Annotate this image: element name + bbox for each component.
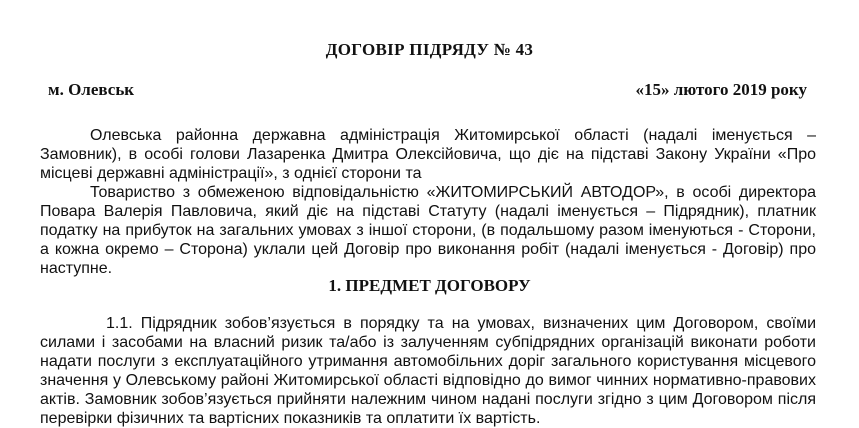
date-label: «15» лютого 2019 року xyxy=(635,80,807,99)
section-title: 1. ПРЕДМЕТ ДОГОВОРУ xyxy=(328,276,531,295)
paragraph-customer: Олевська районна державна адміністрація Житомирської області (надалі іменується – Замовник), в особі голови Лазаренка Дмитра Олексійовича, що діє на підставі Закону України «Про місцеві державні адміністрації», з однієї сторони та xyxy=(40,127,816,182)
clause-1-1: 1.1. Підрядник зобов’язується в порядку та на умовах, визначених цим Договором, своїми силами і засобами на власний ризик та/або із залученням субпідрядних організацій виконати роботи надати послуги з експлуатаційного утримання автомобільних доріг загального користування місцевого значення у Олевському районі Житомирської області відповідно до вимог чинних нормативно-правових актів. Замовник зобов’язується прийняти належним чином надані послуги згідно з цим Договором після перевірки фізичних та вартісних показників та оплатити їх вартість. xyxy=(40,315,816,427)
city-label: м. Олевськ xyxy=(48,80,135,99)
paragraph-contractor: Товариство з обмеженою відповідальністю «ЖИТОМИРСЬКИЙ АВТОДОР», в особі директора Повара Валерія Павловича, який діє на підставі Статуту (надалі іменується – Підрядник), платник податку на прибуток на загальних умовах з іншої сторони, (в подальшому разом іменуються - Сторони, а кожна окремо – Сторона) уклали цей Договір про виконання робіт (надалі іменується - Договір) про наступне. xyxy=(40,184,816,277)
document-title: ДОГОВІР ПІДРЯДУ № 43 xyxy=(325,40,534,59)
